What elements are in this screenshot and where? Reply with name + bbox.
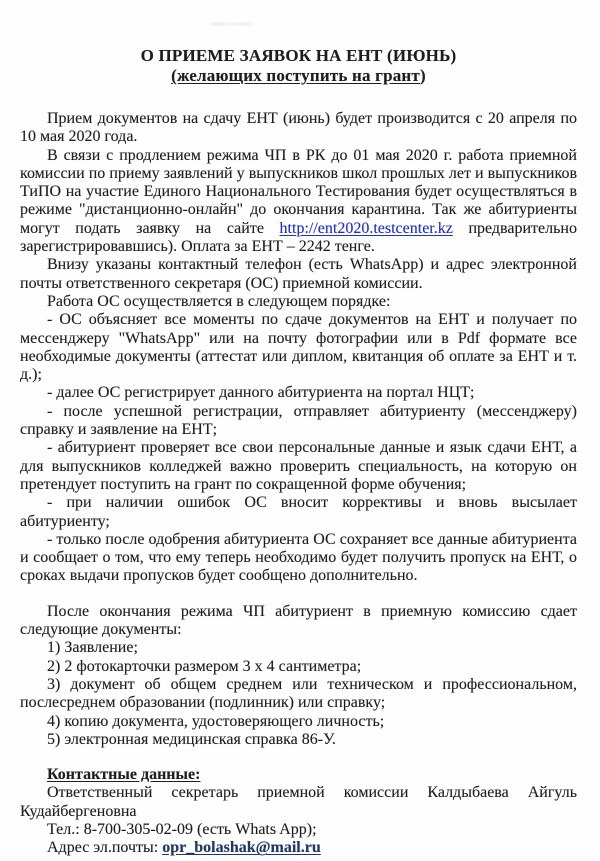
paragraph-remote-mode [20,147,577,257]
contact-person: Ответственный секретарь приемной комиссии Калдыбаева Айгуль Кудайбергеновна [20,784,577,820]
document-subtitle [20,66,577,86]
testcenter-link[interactable]: http://ent2020.testcenter.kz [279,219,453,237]
procedure-step-corrections: - при наличии ошибок ОС вносит коррективы и вновь высылает абитуриенту; [20,494,577,530]
document-title: О ПРИЕМЕ ЗАЯВОК НА ЕНТ (ИЮНЬ) [140,46,457,65]
document-subtitle-underlined: (желающих поступить на грант [171,66,420,85]
paragraph-documents-intro: После окончания режима ЧП абитуриент в приемную комиссию сдает следующие документы: [20,602,577,639]
remote-mode-text-before: В связи с продлением режима ЧП в РК до 01 мая 2020 г. работа приемной комиссии по приему заявлений у выпускников школ прошлых лет и выпускников ТиПО на участие Единого Национального Тестирования будет осуществляться в режиме "дистанционно-онлайн" до окончания карантина. Так же абитуриенты могут подать заявку на сайте [20,146,577,237]
section-gap [20,586,577,603]
document-header [20,46,577,86]
list-item-medical-certificate: 5) электронная медицинская справка 86-У. [47,730,336,748]
paragraph-intake-dates: Прием документов на сдачу ЕНТ (июнь) будет производится с 20 апреля по 10 мая 2020 года. [20,110,577,146]
paragraph-contacts-note: Внизу указаны контактный телефон (есть WhatsApp) и адрес электронной почты ответственного секретаря (ОС) приемной комиссии. [20,256,577,292]
procedure-step-registration: - далее ОС регистрирует данного абитуриента на портал НЦТ; [47,384,475,402]
procedure-step-verification: - абитуриент проверяет все свои персональные данные и язык сдачи ЕНТ, а для выпускников колледжей важно проверить специальность, на которую он претендует поступить на грант по сокращенной форме обучения; [20,439,577,493]
list-item-application: 1) Заявление; [47,639,138,657]
remote-mode-text-after: предварительно зарегистрировавшись). Оплата за ЕНТ – 2242 тенге. [20,219,577,256]
list-item-id-copy: 4) копию документа, удостоверяющего личность; [47,712,385,730]
list-item-education-document: 3) документ об общем среднем или техническом и профессиональном, послесреднем образовании (подлинник) или справку; [20,675,577,712]
document-body [20,110,577,858]
contacts-heading-label: Контактные данные: [47,766,201,784]
contact-phone: Тел.: 8-700-305-02-09 (есть Whats App); [47,820,317,838]
email-label: Адрес эл.почты: [47,839,163,857]
list-item-photos: 2) 2 фотокарточки размером 3 х 4 сантиметра; [47,657,362,675]
procedure-step-confirmation: - после успешной регистрации, отправляет абитуриенту (мессенджеру) справку и заявление на ЕНТ; [20,402,577,439]
scan-artifact [210,21,256,27]
procedure-step-documents: - ОС объясняет все моменты по сдаче документов на ЕНТ и получает по мессенджеру "WhatsApp" или на почту фотографии или в Pdf формате все необходимые документы (аттестат или диплом, квитанция об оплате за ЕНТ и т. д.); [20,311,577,384]
procedure-step-approval: - только после одобрения абитуриента ОС сохраняет все данные абитуриента и сообщает о том, что ему теперь необходимо будет получить пропуск на ЕНТ, о сроках выдачи пропусков будет сообщено дополнительно. [20,530,577,585]
section-gap [20,749,577,766]
document-subtitle-close-paren: ) [419,66,426,85]
email-link[interactable]: opr_bolashak@mail.ru [162,839,321,857]
contact-email-line [20,839,577,857]
contacts-heading [20,766,577,784]
paragraph-procedure-intro: Работа ОС осуществляется в следующем порядке: [47,292,391,310]
